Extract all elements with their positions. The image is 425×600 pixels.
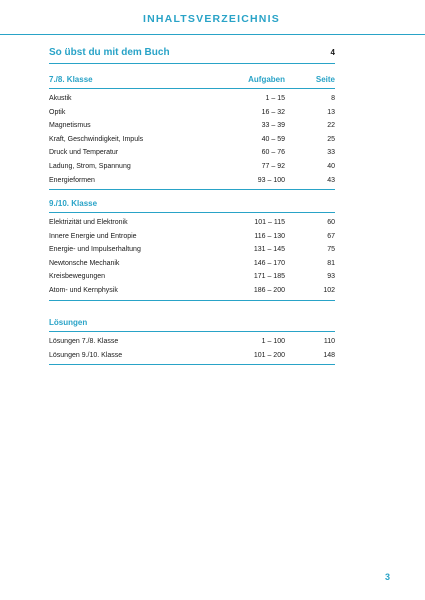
toc-row-page: 148: [323, 351, 335, 359]
toc-row: [49, 146, 335, 160]
section-title: 7./8. Klasse: [49, 75, 93, 84]
toc-row-page: 110: [323, 338, 335, 345]
toc-row-page: 13: [327, 108, 335, 116]
toc-row: [49, 243, 335, 257]
toc-row: [49, 160, 335, 174]
toc-section-9-10: [49, 199, 335, 301]
section-divider: [49, 364, 335, 365]
toc-row-title: Elektrizität und Elektronik: [49, 219, 128, 226]
section-heading: [49, 199, 335, 213]
section-title: 9./10. Klasse: [49, 199, 98, 208]
toc-row-page: 8: [331, 95, 335, 102]
toc-row-title: Kreisbewegungen: [49, 273, 106, 281]
column-header-exercises: Aufgaben: [248, 75, 285, 84]
toc-row: [49, 92, 335, 106]
toc-row: [49, 174, 335, 188]
toc-row-page: 33: [327, 149, 335, 157]
toc-row-page: 75: [327, 246, 335, 254]
toc-section-7-8: [49, 75, 335, 190]
toc-row: [49, 119, 335, 133]
section-divider: [49, 300, 335, 301]
toc-row-page: 60: [327, 219, 335, 226]
toc-row-page: 43: [327, 176, 335, 184]
column-header-page: Seite: [315, 75, 335, 84]
toc-row-range: 77 – 92: [261, 162, 285, 170]
toc-intro-label: So übst du mit dem Buch: [49, 47, 170, 58]
toc-row-title: Innere Energie und Entropie: [49, 232, 137, 240]
section-heading: [49, 318, 335, 332]
toc-row-range: 40 – 59: [261, 135, 285, 143]
toc-row-page: 25: [327, 135, 335, 143]
toc-row-title: Akustik: [49, 95, 72, 102]
toc-row-page: 40: [327, 162, 335, 170]
page-header: [0, 0, 425, 35]
toc-row-page: 81: [327, 259, 335, 267]
toc-row-range: 60 – 76: [261, 149, 285, 157]
toc-row-title: Lösungen 7./8. Klasse: [49, 338, 119, 345]
toc-row-title: Energieformen: [49, 176, 95, 184]
toc-row-page: 22: [327, 122, 335, 130]
toc-row-title: Druck und Temperatur: [49, 149, 119, 157]
toc-row-title: Magnetismus: [49, 122, 91, 130]
toc-intro-entry: [49, 47, 335, 64]
toc-intro-page: 4: [330, 48, 335, 57]
toc-row-range: 1 – 100: [261, 338, 285, 345]
toc-row-page: 93: [327, 273, 335, 281]
page-title: INHALTSVERZEICHNIS: [143, 13, 280, 25]
toc-row-range: 93 – 100: [257, 176, 285, 184]
toc-row: [49, 270, 335, 284]
toc-row-range: 116 – 130: [254, 232, 285, 240]
toc-row-range: 16 – 32: [261, 108, 285, 116]
page-number: 3: [385, 572, 391, 582]
toc-row-page: 67: [327, 232, 335, 240]
toc-row-range: 171 – 185: [253, 273, 285, 281]
toc-row-range: 1 – 15: [265, 95, 285, 102]
section-divider: [49, 189, 335, 190]
section-heading: [49, 75, 335, 89]
section-title: Lösungen: [49, 318, 88, 327]
toc-row-range: 131 – 145: [253, 246, 285, 254]
toc-row-range: 33 – 39: [261, 122, 285, 130]
toc-row-range: 101 – 200: [253, 351, 285, 359]
toc-row-range: 146 – 170: [253, 259, 285, 267]
toc-row-title: Kraft, Geschwindigkeit, Impuls: [49, 135, 144, 143]
toc-row: [49, 106, 335, 120]
toc-row: [49, 133, 335, 147]
toc-row-title: Energie- und Impulserhaltung: [49, 246, 141, 254]
toc-row-title: Lösungen 9./10. Klasse: [49, 351, 123, 359]
toc-row: [49, 335, 335, 349]
toc-row-range: 101 – 115: [254, 219, 285, 226]
toc-row: [49, 216, 335, 230]
toc-row-title: Optik: [49, 108, 66, 116]
toc-row-page: 102: [323, 286, 335, 294]
toc-section-solutions: [49, 318, 335, 365]
toc-row-title: Newtonsche Mechanik: [49, 259, 120, 267]
toc-row-range: 186 – 200: [253, 286, 285, 294]
toc-row: [49, 257, 335, 271]
toc-row: [49, 284, 335, 298]
toc-row-title: Atom- und Kernphysik: [49, 286, 118, 294]
toc-row: [49, 230, 335, 244]
toc-row-title: Ladung, Strom, Spannung: [49, 162, 131, 170]
toc-row: [49, 349, 335, 363]
